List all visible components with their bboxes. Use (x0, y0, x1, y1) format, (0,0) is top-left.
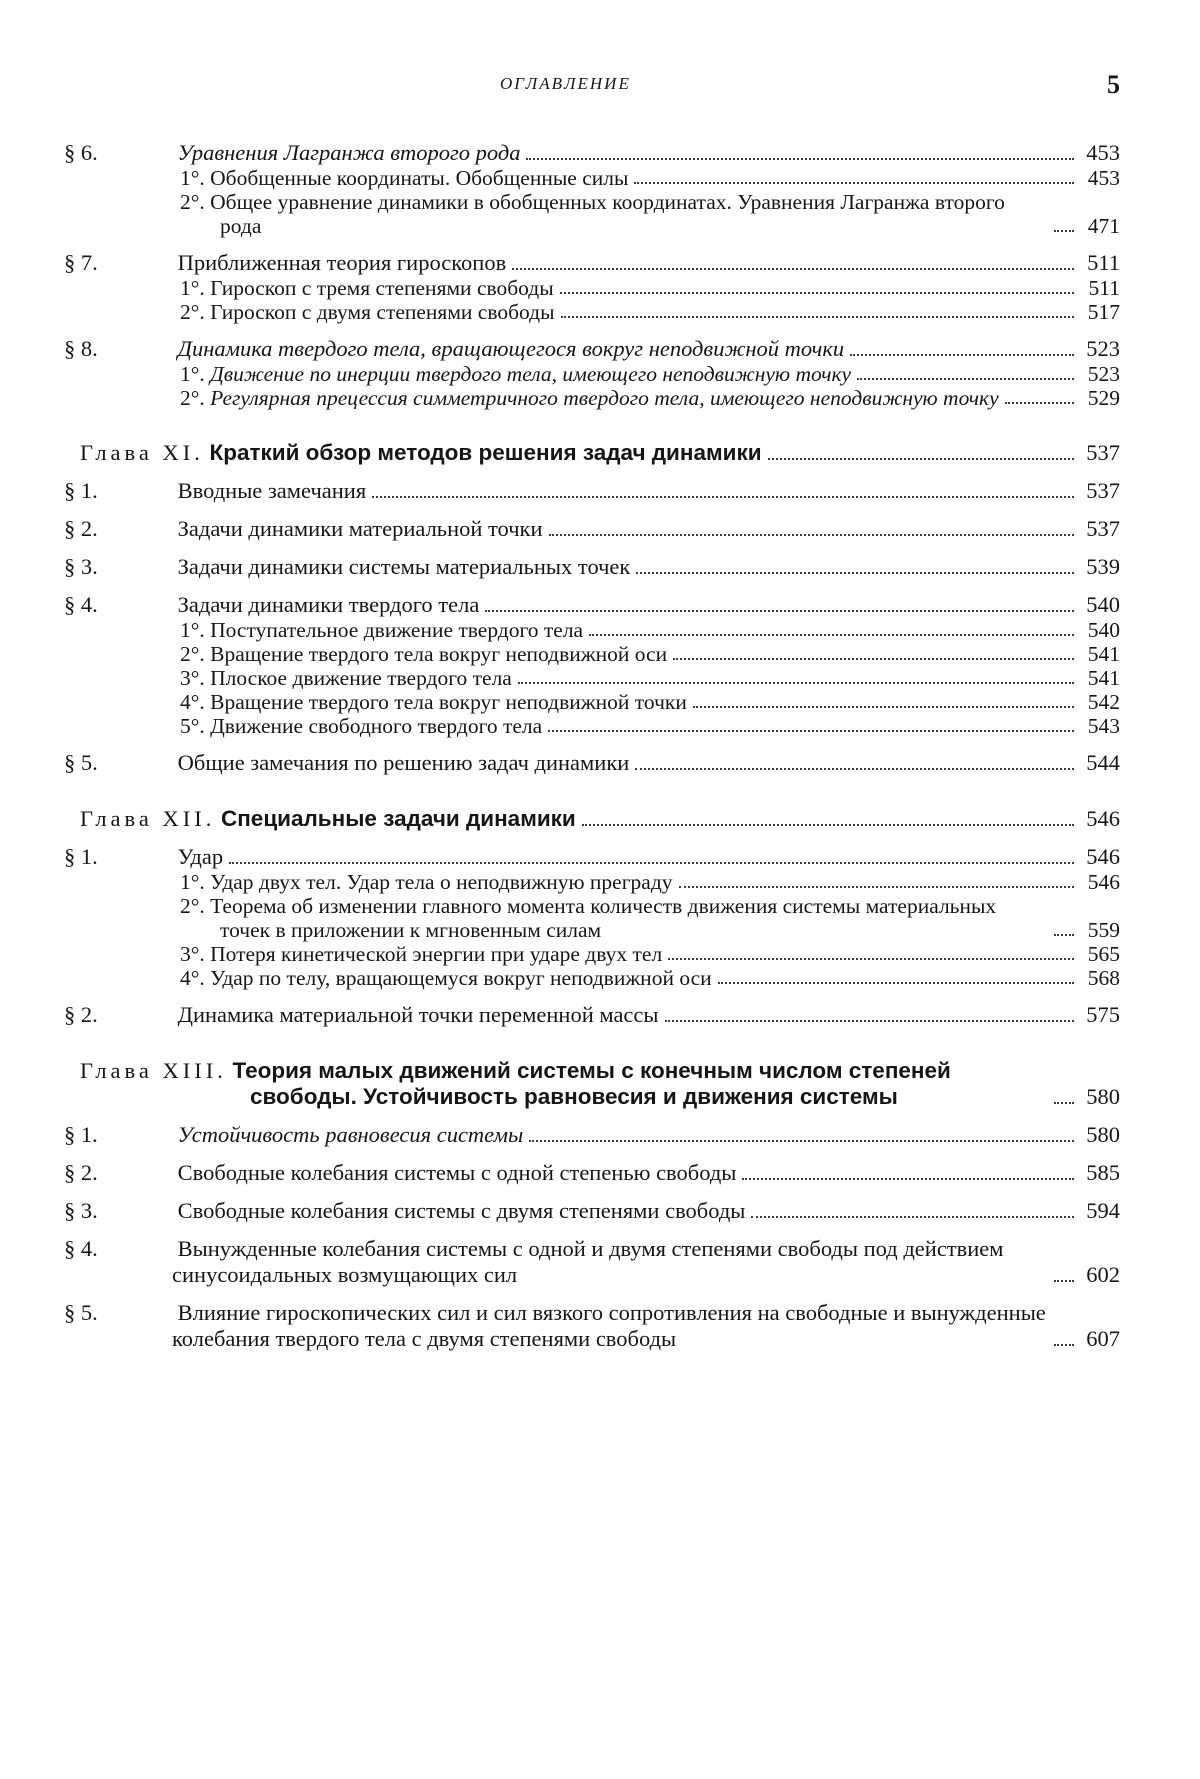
entry-number: § 5. (64, 750, 98, 775)
dot-leader (1054, 934, 1074, 936)
toc-entry-text (180, 690, 687, 714)
toc-entry-text (180, 386, 999, 410)
toc-section (64, 516, 1120, 542)
entry-number: § 2. (64, 1160, 98, 1185)
toc-section (64, 250, 1120, 276)
page-reference: 565 (1087, 942, 1120, 966)
dot-leader (636, 572, 1074, 574)
spacer (80, 832, 1120, 844)
dot-leader (549, 534, 1074, 536)
entry-title: Уравнения Лагранжа второго рода (177, 140, 521, 165)
spacer (80, 776, 1120, 806)
page-reference: 546 (1086, 844, 1120, 869)
entry-title: Задачи динамики системы материальных точек (177, 554, 631, 579)
toc-subsection (80, 166, 1120, 190)
page-reference: 541 (1087, 642, 1120, 666)
toc-subsection (80, 642, 1120, 666)
toc-subsection (80, 714, 1120, 738)
spacer (80, 1224, 1120, 1236)
dot-leader (229, 862, 1074, 864)
entry-number: § 4. (64, 1236, 98, 1261)
toc-section (64, 336, 1120, 362)
toc-section (64, 1122, 1120, 1148)
dot-leader (518, 682, 1074, 684)
toc-entry-text (180, 942, 662, 966)
toc-entry-text (180, 300, 555, 324)
spacer (80, 1148, 1120, 1160)
page-reference: 453 (1086, 140, 1120, 165)
entry-title: Устойчивость равновесия системы (177, 1122, 524, 1147)
entry-title: Удар двух тел. Удар тела о неподвижную преграду (210, 870, 673, 894)
toc-chapter (80, 1058, 1120, 1110)
entry-number: § 1. (64, 478, 98, 503)
page-reference: 453 (1087, 166, 1120, 190)
entry-number: 5°. (180, 714, 205, 738)
spacer (80, 990, 1120, 1002)
page-reference: 471 (1087, 214, 1120, 238)
entry-title: Движение по инерции твердого тела, имеющего неподвижную точку (210, 362, 852, 386)
spacer (80, 238, 1120, 250)
entry-number: 2°. (180, 386, 205, 410)
entry-number: § 7. (64, 250, 98, 275)
spacer (80, 1028, 1120, 1058)
entry-title: Влияние гироскопических сил и сил вязкого сопротивления на свободные и вынужденные колебания твердого тела с двумя степенями свободы (172, 1300, 1046, 1351)
dot-leader (850, 354, 1074, 356)
entry-number: § 3. (64, 1198, 98, 1223)
dot-leader (742, 1178, 1074, 1180)
page-reference: 540 (1087, 618, 1120, 642)
dot-leader (693, 706, 1074, 708)
entry-number: § 4. (64, 592, 98, 617)
dot-leader (634, 182, 1074, 184)
page-reference: 594 (1086, 1198, 1120, 1223)
table-of-contents (64, 140, 1120, 1352)
spacer (80, 504, 1120, 516)
page-reference: 511 (1088, 276, 1120, 300)
page-number: 5 (1107, 70, 1120, 99)
dot-leader (548, 730, 1074, 732)
dot-leader (1054, 1280, 1074, 1282)
toc-entry-text (180, 362, 851, 386)
dot-leader (673, 658, 1074, 660)
toc-entry-text (64, 1122, 524, 1148)
entry-number: 3°. (180, 942, 205, 966)
dot-leader (582, 824, 1074, 826)
entry-number: 4°. (180, 966, 205, 990)
toc-entry-text (64, 1236, 1048, 1288)
page-reference: 540 (1086, 592, 1120, 617)
toc-entry-text (64, 140, 521, 166)
toc-entry-text (64, 1198, 746, 1224)
toc-subsection (80, 386, 1120, 410)
entry-number: 2°. (180, 894, 205, 918)
entry-title: Плоское движение твердого тела (210, 666, 512, 690)
entry-number: § 5. (64, 1300, 98, 1325)
toc-subsection (80, 190, 1120, 238)
dot-leader (1054, 1344, 1074, 1346)
toc-entry-text (64, 844, 224, 870)
toc-section (64, 1236, 1120, 1288)
toc-section (64, 592, 1120, 618)
page-reference: 546 (1086, 806, 1120, 831)
toc-chapter (80, 440, 1120, 466)
page-reference: 511 (1087, 250, 1120, 275)
toc-section (64, 1300, 1120, 1352)
page-reference: 585 (1086, 1160, 1120, 1185)
chapter-label: Глава XI. (80, 440, 204, 465)
dot-leader (512, 268, 1074, 270)
toc-entry-text (80, 440, 762, 466)
entry-title: Теория малых движений системы с конечным числом степеней свободы. Устойчивость равновесия и движения системы (232, 1058, 951, 1109)
toc-section (64, 1002, 1120, 1028)
entry-number: 1°. (180, 870, 205, 894)
toc-entry-text (64, 478, 367, 504)
entry-number: 1°. (180, 618, 205, 642)
toc-subsection (80, 870, 1120, 894)
entry-title: Свободные колебания системы с одной степенью свободы (177, 1160, 737, 1185)
toc-subsection (80, 618, 1120, 642)
page-reference: 544 (1086, 750, 1120, 775)
entry-number: § 3. (64, 554, 98, 579)
entry-number: § 1. (64, 1122, 98, 1147)
entry-number: § 2. (64, 516, 98, 541)
toc-entry-text (80, 806, 576, 832)
entry-number: § 8. (64, 336, 98, 361)
page-reference: 580 (1086, 1084, 1120, 1109)
toc-entry-text (180, 966, 712, 990)
dot-leader (526, 158, 1074, 160)
running-head (0, 70, 1200, 104)
entry-number: 1°. (180, 362, 205, 386)
dot-leader (665, 1020, 1074, 1022)
toc-entry-text (64, 516, 543, 542)
entry-title: Приближенная теория гироскопов (177, 250, 507, 275)
entry-title: Специальные задачи динамики (220, 806, 576, 831)
toc-entry-text (180, 642, 667, 666)
page-reference: 537 (1086, 516, 1120, 541)
page-reference: 541 (1087, 666, 1120, 690)
entry-title: Свободные колебания системы с двумя степенями свободы (177, 1198, 746, 1223)
toc-entry-text (180, 618, 583, 642)
toc-section (64, 140, 1120, 166)
page-reference: 546 (1087, 870, 1120, 894)
toc-entry-text (180, 714, 542, 738)
toc-entry-text (64, 1160, 737, 1186)
page-reference: 537 (1086, 478, 1120, 503)
dot-leader (751, 1216, 1074, 1218)
entry-number: 2°. (180, 642, 205, 666)
spacer (80, 738, 1120, 750)
entry-title: Динамика материальной точки переменной массы (177, 1002, 659, 1027)
toc-section (64, 750, 1120, 776)
entry-title: Вынужденные колебания системы с одной и двумя степенями свободы под действием синусоидальных возмущающих сил (172, 1236, 1004, 1287)
toc-entry-text (64, 336, 845, 362)
spacer (80, 542, 1120, 554)
entry-number: 4°. (180, 690, 205, 714)
page-reference: 575 (1086, 1002, 1120, 1027)
dot-leader (679, 886, 1074, 888)
toc-subsection (80, 894, 1120, 942)
entry-number: 2°. (180, 300, 205, 324)
page-reference: 523 (1087, 362, 1120, 386)
toc-subsection (80, 666, 1120, 690)
page-reference: 607 (1086, 1326, 1120, 1351)
entry-title: Динамика твердого тела, вращающегося вокруг неподвижной точки (177, 336, 845, 361)
toc-entry-text (64, 592, 480, 618)
entry-number: § 1. (64, 844, 98, 869)
entry-number: 1°. (180, 276, 205, 300)
spacer (80, 580, 1120, 592)
spacer (80, 1186, 1120, 1198)
dot-leader (635, 768, 1074, 770)
toc-entry-text (180, 276, 554, 300)
toc-subsection (80, 942, 1120, 966)
entry-title: Движение свободного твердого тела (210, 714, 543, 738)
toc-entry-text (180, 166, 628, 190)
entry-title: Гироскоп с двумя степенями свободы (210, 300, 555, 324)
entry-title: Задачи динамики материальной точки (177, 516, 543, 541)
page-reference: 602 (1086, 1262, 1120, 1287)
entry-title: Теорема об изменении главного момента количеств движения системы материальных точек в приложении к мгновенным силам (210, 894, 997, 942)
spacer (80, 410, 1120, 440)
page-reference: 568 (1087, 966, 1120, 990)
dot-leader (768, 458, 1074, 460)
toc-subsection (80, 362, 1120, 386)
toc-section (64, 554, 1120, 580)
entry-title: Вводные замечания (177, 478, 367, 503)
dot-leader (1054, 230, 1074, 232)
dot-leader (561, 316, 1074, 318)
spacer (80, 1110, 1120, 1122)
page-reference: 539 (1086, 554, 1120, 579)
toc-section (64, 1160, 1120, 1186)
running-title: ОГЛАВЛЕНИЕ (500, 74, 631, 93)
entry-title: Удар по телу, вращающемуся вокруг неподвижной оси (210, 966, 712, 990)
dot-leader (485, 610, 1074, 612)
entry-number: § 6. (64, 140, 98, 165)
dot-leader (560, 292, 1074, 294)
toc-subsection (80, 966, 1120, 990)
entry-title: Гироскоп с тремя степенями свободы (210, 276, 554, 300)
dot-leader (718, 982, 1074, 984)
toc-entry-text (64, 250, 507, 276)
entry-title: Краткий обзор методов решения задач динамики (209, 440, 762, 465)
spacer (80, 1288, 1120, 1300)
page-reference: 529 (1087, 386, 1120, 410)
toc-entry-text (180, 894, 1048, 942)
entry-title: Потеря кинетической энергии при ударе двух тел (210, 942, 663, 966)
entry-title: Вращение твердого тела вокруг неподвижной точки (210, 690, 687, 714)
toc-chapter (80, 806, 1120, 832)
page-reference: 523 (1086, 336, 1120, 361)
toc-subsection (80, 690, 1120, 714)
dot-leader (857, 378, 1074, 380)
page-reference: 537 (1086, 440, 1120, 465)
entry-title: Поступательное движение твердого тела (210, 618, 584, 642)
dot-leader (372, 496, 1074, 498)
page-reference: 559 (1087, 918, 1120, 942)
dot-leader (1005, 402, 1074, 404)
entry-number: 2°. (180, 190, 205, 214)
entry-title: Регулярная прецессия симметричного твердого тела, имеющего неподвижную точку (210, 386, 999, 410)
toc-entry-text (180, 190, 1048, 238)
page-reference: 517 (1087, 300, 1120, 324)
toc-entry-text (64, 750, 630, 776)
toc-entry-text (180, 666, 512, 690)
toc-subsection (80, 276, 1120, 300)
entry-title: Задачи динамики твердого тела (177, 592, 480, 617)
toc-section (64, 844, 1120, 870)
entry-title: Удар (177, 844, 224, 869)
page-reference: 543 (1087, 714, 1120, 738)
chapter-label: Глава XII. (80, 806, 216, 831)
entry-title: Вращение твердого тела вокруг неподвижной оси (210, 642, 668, 666)
spacer (80, 324, 1120, 336)
toc-entry-text (64, 554, 631, 580)
toc-section (64, 478, 1120, 504)
chapter-label: Глава XIII. (80, 1058, 227, 1083)
dot-leader (668, 958, 1074, 960)
toc-entry-text (64, 1300, 1048, 1352)
dot-leader (1054, 1102, 1074, 1104)
page-reference: 580 (1086, 1122, 1120, 1147)
toc-subsection (80, 300, 1120, 324)
entry-title: Общее уравнение динамики в обобщенных координатах. Уравнения Лагранжа второго рода (210, 190, 1005, 238)
entry-title: Обобщенные координаты. Обобщенные силы (210, 166, 629, 190)
dot-leader (589, 634, 1074, 636)
page-reference: 542 (1087, 690, 1120, 714)
toc-entry-text (80, 1058, 1048, 1110)
entry-number: 3°. (180, 666, 205, 690)
spacer (80, 466, 1120, 478)
entry-number: 1°. (180, 166, 205, 190)
toc-entry-text (64, 1002, 659, 1028)
entry-number: § 2. (64, 1002, 98, 1027)
toc-entry-text (180, 870, 673, 894)
dot-leader (529, 1140, 1074, 1142)
entry-title: Общие замечания по решению задач динамики (177, 750, 630, 775)
toc-section (64, 1198, 1120, 1224)
